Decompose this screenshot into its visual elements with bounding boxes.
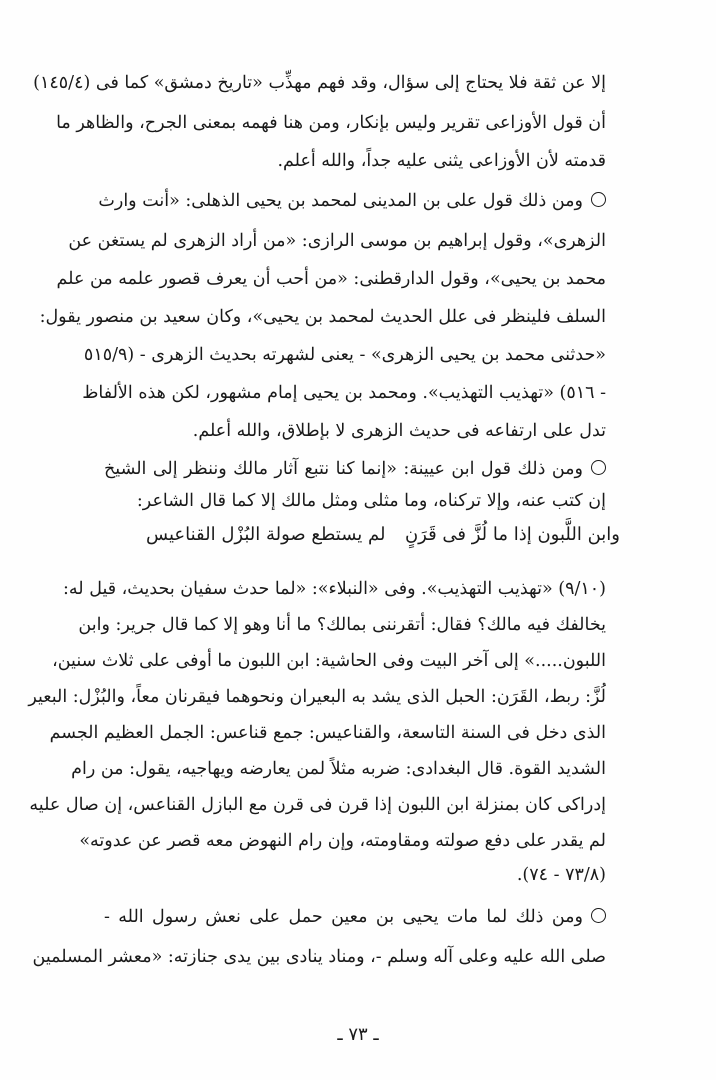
text-line: محمد بن يحيى»، وقول الدارقطنى: «من أحب أن يعرف قصور علمه من علم	[56, 269, 606, 289]
text-line: الذى دخل فى السنة التاسعة، والقناعيس: جمع قناعس: الجمل العظيم الجسم	[49, 723, 606, 743]
verse-right-hemistich: وابن اللَّبون إذا ما لُزَّ فى قَرَنٍ	[404, 524, 620, 545]
text-line: إلا عن ثقة فلا يحتاج إلى سؤال، وقد فهم مهذِّب «تاريخ دمشق» كما فى (١٤٥/٤)	[33, 73, 606, 93]
circle-bullet-icon	[591, 908, 606, 923]
text-line: ومن ذلك لما مات يحيى بن معين حمل على نعش رسول الله -	[104, 904, 606, 930]
text-line: ومن ذلك قول ابن عيينة: «إنما كنا نتبع آثار مالك وننظر إلى الشيخ	[104, 456, 606, 482]
text-line: صلى الله عليه وعلى آله وسلم -، ومناد ينادى بين يدى جنازته: «معشر المسلمين	[32, 947, 606, 967]
text-line: إدراكى كان بمنزلة ابن اللبون إذا قرن فى قرن مع البازل القناعس، إن صال عليه	[29, 795, 606, 815]
text-line: قدمته لأن الأوزاعى يثنى عليه جداً، والله أعلم.	[277, 151, 606, 171]
text-line: (٩/١٠) «تهذيب التهذيب». وفى «النبلاء»: «لما حدث سفيان بحديث، قيل له:	[63, 579, 606, 599]
text-line: لُزَّ: ربط، القَرَن: الحبل الذى يشد به البعيران ونحوهما فيقرنان معاً، والبُزْل: البعير	[28, 687, 606, 707]
circle-bullet-icon	[591, 460, 606, 475]
text-line: لم يقدر على دفع صولته ومقاومته، وإن رام النهوض معه قصر عن عدوته»	[79, 831, 606, 851]
text-line: اللبون.....» إلى آخر البيت وفى الحاشية: ابن اللبون ما أوفى على ثلاث سنين،	[52, 651, 606, 671]
text-line: ومن ذلك قول على بن المدينى لمحمد بن يحيى الذهلى: «أنت وارث	[104, 188, 606, 214]
text-line: - ٥١٦) «تهذيب التهذيب». ومحمد بن يحيى إمام مشهور، لكن هذه الألفاظ	[82, 383, 606, 403]
text-line: الزهرى»، وقول إبراهيم بن موسى الرازى: «من أراد الزهرى لم يستغن عن	[68, 231, 606, 251]
page-number: ـ ٧٣ ـ	[337, 1024, 379, 1045]
text-line: (٧٣/٨ - ٧٤).	[516, 865, 606, 885]
text-line: يخالفك فيه مالك؟ فقال: أتقرننى بمالك؟ ما أنا وهو إلا كما قال جرير: وابن	[78, 615, 606, 635]
circle-bullet-icon	[591, 192, 606, 207]
text-line: إن كتب عنه، وإلا تركناه، وما مثلى ومثل مالك إلا كما قال الشاعر:	[136, 491, 606, 511]
text-line: «حدثنى محمد بن يحيى الزهرى» - يعنى لشهرته بحديث الزهرى - (٥١٥/٩	[83, 345, 606, 365]
text-line: السلف فلينظر فى علل الحديث لمحمد بن يحيى»، وكان سعيد بن منصور يقول:	[39, 307, 606, 327]
text-line: أن قول الأوزاعى تقرير وليس بإنكار، ومن هنا فهمه بمعنى الجرح، والظاهر ما	[56, 113, 606, 133]
text-line: تدل على ارتفاعه فى حديث الزهرى لا بإطلاق، والله أعلم.	[192, 421, 606, 441]
verse-left-hemistich: لم يستطع صولة البُزْل القناعيس	[146, 524, 386, 545]
text-line: الشديد القوة. قال البغدادى: ضربه مثلاً لمن يعارضه ويهاجيه، يقول: من رام	[71, 759, 606, 779]
